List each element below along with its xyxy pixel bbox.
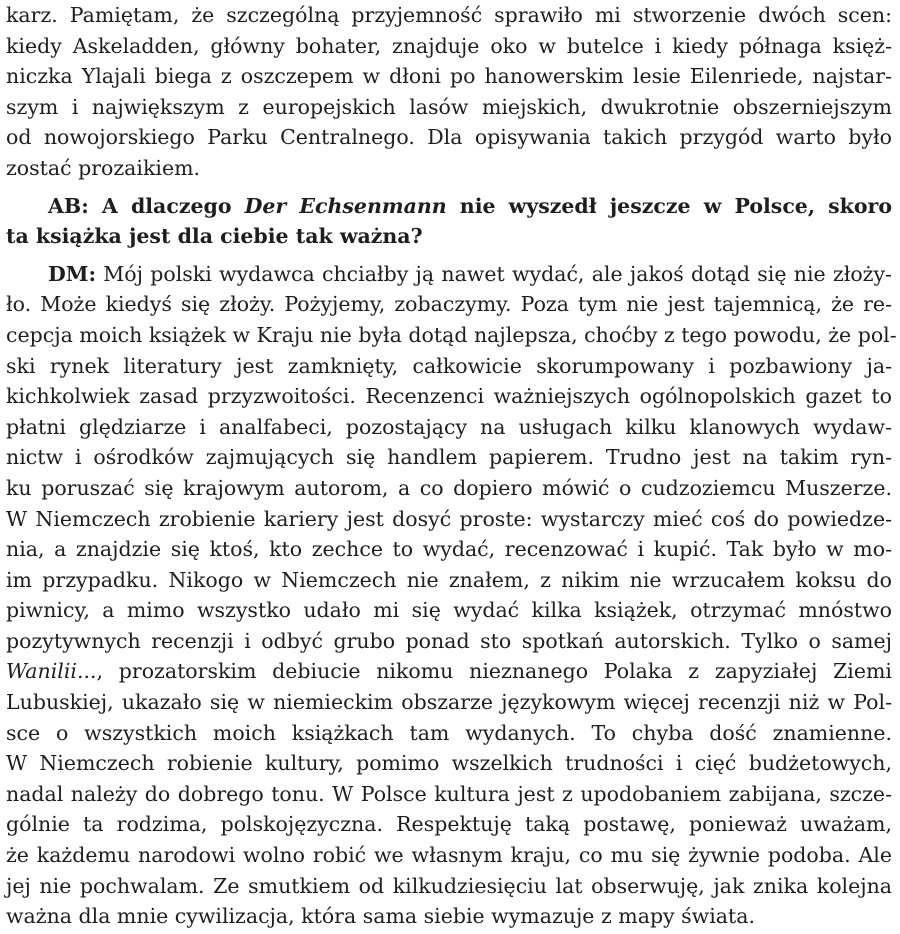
answer-line: ważna dla mnie cywilizacja, która sama siebie wymazuje z mapy świata. [6, 904, 755, 929]
text-line: karz. Pamiętam, że szczególną przyjemność sprawiło mi stworzenie dwóch scen: [6, 3, 892, 27]
answer-line: cepcja moich książek w Kraju nie była dotąd najlepsza, choćby z tego powodu, że pol- [6, 322, 897, 347]
answer-line [6, 656, 892, 687]
answer-line: że każdemu narodowi wolno robić we własnym kraju, co mu się żywnie podoba. Ale [6, 843, 892, 868]
answer-line: nictw i ośrodków zajmujących się handlem papierem. Trudno jest na takim ryn- [6, 445, 892, 470]
answer-text: , prozatorskim debiucie nikomu nieznanego Polaka z zapyziałej Ziemi [96, 659, 892, 684]
text-line: kiedy Askeladden, główny bohater, znajduje oko w butelce i kiedy półnaga księż- [6, 33, 892, 58]
text-line: od nowojorskiego Parku Centralnego. Dla opisywania takich przygód warto było [6, 125, 892, 150]
answer-line: sce o wszystkich moich książkach tam wydanych. To chyba dość znamienne. [6, 720, 892, 745]
paragraph-intro [6, 0, 892, 184]
answer-line: W Niemczech robienie kultury, pomimo wszelkich trudności i cięć budżetowych, [6, 751, 892, 776]
answer-line: gólnie ta rodzima, polskojęzyczna. Respektuję taką postawę, ponieważ uważam, [6, 812, 892, 837]
answer-line: W Niemczech zrobienie kariery jest dosyć proste: wystarczy mieć coś do powiedze- [6, 506, 892, 531]
answer-line: Lubuskiej, ukazało się w niemieckim obszarze językowym więcej recenzji niż w Pol- [6, 690, 892, 715]
answer-line: kichkolwiek zasad przyzwoitości. Recenzenci ważniejszych ogólnopolskich gazet to [6, 384, 892, 409]
answer-line: im przypadku. Nikogo w Niemczech nie znałem, z nikim nie wrzucałem koksu do [6, 567, 892, 592]
question-line [6, 191, 892, 222]
question-text: AB: A dlaczego [48, 193, 245, 218]
answer-line: nadal należy do dobrego tonu. W Polsce kultura jest z upodobaniem zabijana, szcze- [6, 781, 892, 806]
interview-answer [6, 259, 897, 932]
answer-line: nia, a znajdzie się ktoś, kto zechce to wydać, recenzować i kupić. Tak było w mo- [6, 537, 892, 562]
answer-line: ski rynek literatury jest zamknięty, całkowicie skorumpowany i pozbawiony ja- [6, 353, 892, 378]
question-text: nie wyszedł jeszcze w Polsce, skoro [446, 193, 892, 218]
answer-line: piwnicy, a mimo wszystko udało mi się wydać kilka książek, otrzymać mnóstwo [6, 598, 892, 623]
answer-line [6, 259, 892, 290]
book-title: Der Echsenmann [244, 193, 447, 218]
answer-line: jej nie pochwalam. Ze smutkiem od kilkudziesięciu lat obserwuję, jak znika kolejna [6, 873, 892, 898]
answer-line: płatni ględziarze i analfabeci, pozostający na usługach kilku klanowych wydaw- [6, 414, 892, 439]
speaker-label: DM: [48, 261, 97, 286]
answer-line: ku poruszać się krajowym autorom, a co dopiero mówić o cudzoziemcu Muszerze. [6, 475, 892, 500]
text-line: niczka Ylajali biega z oszczepem w dłoni po hanowerskim lesie Eilenriede, najstar- [6, 64, 892, 89]
text-line: szym i największym z europejskich lasów miejskich, dwukrotnie obszerniejszym [6, 94, 892, 119]
answer-line: ło. Może kiedyś się złoży. Pożyjemy, zobaczymy. Poza tym nie jest tajemnicą, że re- [6, 292, 892, 317]
answer-line: pozytywnych recenzji i odbyć grubo ponad sto spotkań autorskich. Tylko o samej [6, 628, 892, 653]
book-title: Wanilii... [6, 659, 97, 684]
text-line: zostać prozaikiem. [6, 155, 201, 180]
answer-text: Mój polski wydawca chciałby ją nawet wydać, ale jakoś dotąd się nie złoży- [96, 261, 892, 286]
interview-question [6, 191, 892, 252]
question-line: ta książka jest dla ciebie tak ważna? [6, 224, 423, 249]
